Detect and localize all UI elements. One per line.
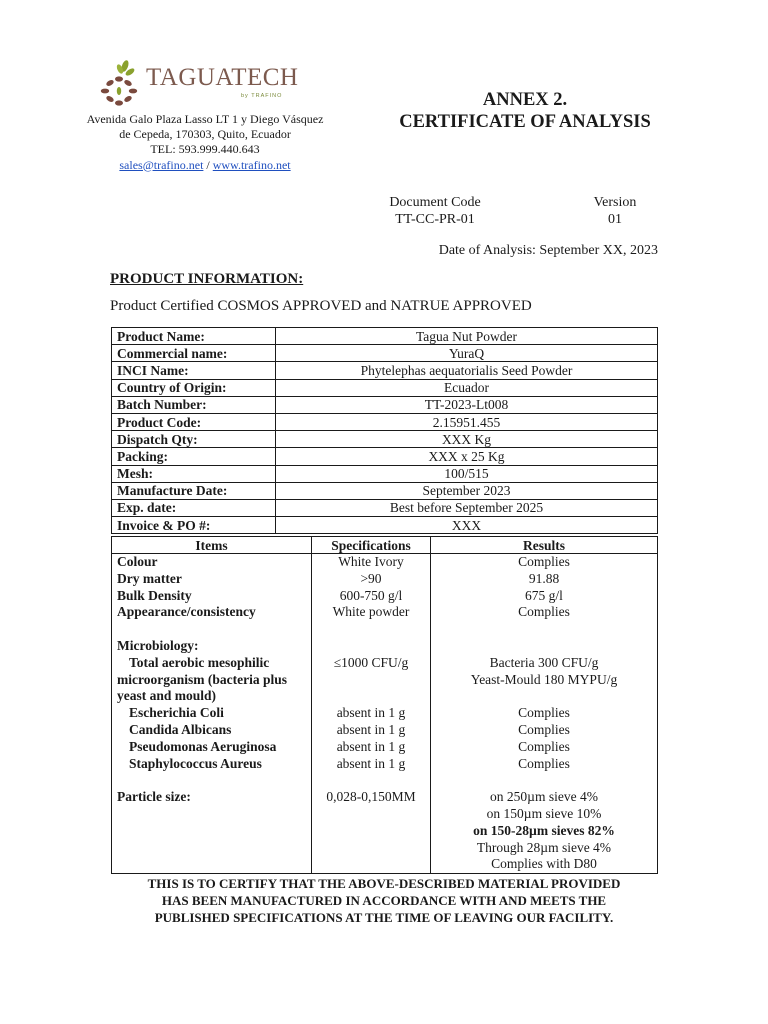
result-value: on 150µm sieve 10%: [486, 805, 602, 821]
row-label: Commercial name:: [112, 345, 276, 362]
version-value: 01: [608, 212, 622, 227]
row-label: Product Name:: [112, 328, 276, 345]
results-column: [431, 554, 658, 874]
spacer: [317, 621, 425, 638]
spacer: [117, 806, 306, 823]
result-value: Complies: [518, 755, 570, 771]
company-logo: [96, 58, 306, 110]
item-label-continued: yeast and mould): [117, 688, 217, 704]
spacer: [317, 672, 425, 689]
spacer: [117, 772, 306, 789]
table-row: [112, 413, 658, 430]
item-label: Particle size:: [117, 789, 191, 805]
result-value: 91.88: [528, 570, 560, 586]
table-row: [112, 482, 658, 499]
brand-subtitle: by TRAFINO: [241, 93, 283, 99]
result-value: Yeast-Mould 180 MYPU/g: [470, 671, 618, 687]
document-heading: [365, 89, 685, 133]
table-row: [112, 465, 658, 482]
row-label: Exp. date:: [112, 499, 276, 516]
tagua-seed-logo-icon: [96, 58, 142, 110]
row-value: 100/515: [276, 465, 658, 482]
spec-value: absent in 1 g: [336, 705, 406, 721]
spec-value: White Ivory: [338, 554, 404, 569]
result-value: on 250µm sieve 4%: [490, 789, 598, 805]
result-value: Complies: [518, 738, 570, 754]
spec-value: absent in 1 g: [336, 755, 406, 771]
row-label: Product Code:: [112, 413, 276, 430]
spacer: [436, 638, 652, 655]
result-value: 675 g/l: [525, 587, 563, 603]
row-value: TT-2023-Lt008: [276, 396, 658, 413]
row-label: Packing:: [112, 448, 276, 465]
row-value: XXX x 25 Kg: [276, 448, 658, 465]
address-line-1: Avenida Galo Plaza Lasso LT 1 y Diego Vásquez: [86, 112, 324, 126]
brand-name: TAGUATECH: [146, 64, 299, 91]
table-row: [112, 362, 658, 379]
result-value: Complies: [518, 604, 570, 620]
item-label: Bulk Density: [117, 587, 192, 603]
spacer: [117, 840, 306, 857]
column-header-results: Results: [431, 537, 658, 554]
row-label: Batch Number:: [112, 396, 276, 413]
row-label: Dispatch Qty:: [112, 431, 276, 448]
certification-footer: [110, 875, 658, 926]
spec-table-body: [112, 554, 658, 874]
item-label: Appearance/consistency: [117, 604, 256, 620]
items-column: [112, 554, 312, 874]
document-title: CERTIFICATE OF ANALYSIS: [399, 112, 651, 132]
table-row: [112, 345, 658, 362]
company-address: [60, 112, 350, 173]
row-label: Manufacture Date:: [112, 482, 276, 499]
link-separator: /: [206, 157, 210, 172]
table-row: [112, 396, 658, 413]
row-label: Country of Origin:: [112, 379, 276, 396]
item-label: Colour: [117, 554, 158, 569]
phone-number: TEL: 593.999.440.643: [150, 142, 260, 157]
spacer: [117, 823, 306, 840]
analysis-date: Date of Analysis: September XX, 2023: [438, 243, 658, 258]
item-label: Escherichia Coli: [129, 705, 224, 721]
footer-line-2: HAS BEEN MANUFACTURED IN ACCORDANCE WITH AND MEETS THE: [161, 893, 607, 908]
spacer: [317, 772, 425, 789]
row-value: XXX: [276, 517, 658, 534]
spacer: [436, 688, 652, 705]
website-link[interactable]: www.trafino.net: [212, 157, 291, 172]
row-value: September 2023: [276, 482, 658, 499]
spec-value: ≤1000 CFU/g: [333, 654, 409, 670]
table-row: [112, 431, 658, 448]
spec-value: absent in 1 g: [336, 738, 406, 754]
spacer: [436, 621, 652, 638]
spec-value: White powder: [332, 604, 410, 620]
table-row: [112, 448, 658, 465]
annex-label: ANNEX 2.: [482, 90, 568, 110]
result-value: Complies: [518, 705, 570, 721]
row-value: Phytelephas aequatorialis Seed Powder: [276, 362, 658, 379]
table-row: [112, 499, 658, 516]
footer-line-1: THIS IS TO CERTIFY THAT THE ABOVE-DESCRIBED MATERIAL PROVIDED: [147, 876, 621, 891]
microbiology-heading: Microbiology:: [117, 637, 199, 653]
spec-value: absent in 1 g: [336, 721, 406, 737]
item-label: Dry matter: [117, 570, 182, 586]
spec-value: 600-750 g/l: [339, 587, 403, 603]
row-label: Invoice & PO #:: [112, 517, 276, 534]
item-label: Staphylococcus Aureus: [129, 755, 262, 771]
email-link[interactable]: sales@trafino.net: [119, 157, 204, 172]
address-line-2: de Cepeda, 170303, Quito, Ecuador: [119, 127, 291, 142]
row-value: 2.15951.455: [276, 413, 658, 430]
row-value: XXX Kg: [276, 431, 658, 448]
column-header-items: Items: [112, 537, 312, 554]
footer-line-3: PUBLISHED SPECIFICATIONS AT THE TIME OF LEAVING OUR FACILITY.: [154, 910, 614, 925]
result-value: Complies: [518, 554, 570, 569]
row-value: Tagua Nut Powder: [276, 328, 658, 345]
row-label: INCI Name:: [112, 362, 276, 379]
item-label: Pseudomonas Aeruginosa: [129, 738, 277, 754]
specifications-column: [312, 554, 431, 874]
contact-links: [60, 158, 350, 173]
document-code-label: Document Code: [389, 195, 481, 210]
spec-value: 0,028-0,150MM: [326, 789, 416, 805]
row-value: YuraQ: [276, 345, 658, 362]
row-value: Best before September 2025: [276, 499, 658, 516]
item-label-continued: microorganism (bacteria plus: [117, 671, 287, 687]
version-label: Version: [593, 195, 637, 210]
result-value: Through 28µm sieve 4%: [476, 839, 612, 855]
table-row: [112, 379, 658, 396]
result-value: Complies with D80: [491, 856, 597, 872]
spacer: [317, 688, 425, 705]
spec-value: >90: [360, 570, 382, 586]
row-value: Ecuador: [276, 379, 658, 396]
table-row: [112, 517, 658, 534]
certification-statement: Product Certified COSMOS APPROVED and NATRUE APPROVED: [110, 298, 532, 314]
table-header-row: [112, 537, 658, 554]
spacer: [117, 621, 306, 638]
result-value: Complies: [518, 721, 570, 737]
specifications-table: [111, 536, 658, 874]
item-label: Total aerobic mesophilic: [129, 654, 270, 670]
document-code-value: TT-CC-PR-01: [395, 212, 475, 227]
spacer: [317, 638, 425, 655]
section-heading-product-information: PRODUCT INFORMATION:: [110, 271, 304, 287]
item-label: Candida Albicans: [129, 721, 232, 737]
result-value-highlighted: on 150-28µm sieves 82%: [473, 822, 615, 838]
spacer: [117, 856, 306, 873]
row-label: Mesh:: [112, 465, 276, 482]
product-information-table: [111, 327, 658, 534]
column-header-specifications: Specifications: [312, 537, 431, 554]
table-row: [112, 328, 658, 345]
result-value: Bacteria 300 CFU/g: [489, 654, 599, 670]
spacer: [436, 772, 652, 789]
